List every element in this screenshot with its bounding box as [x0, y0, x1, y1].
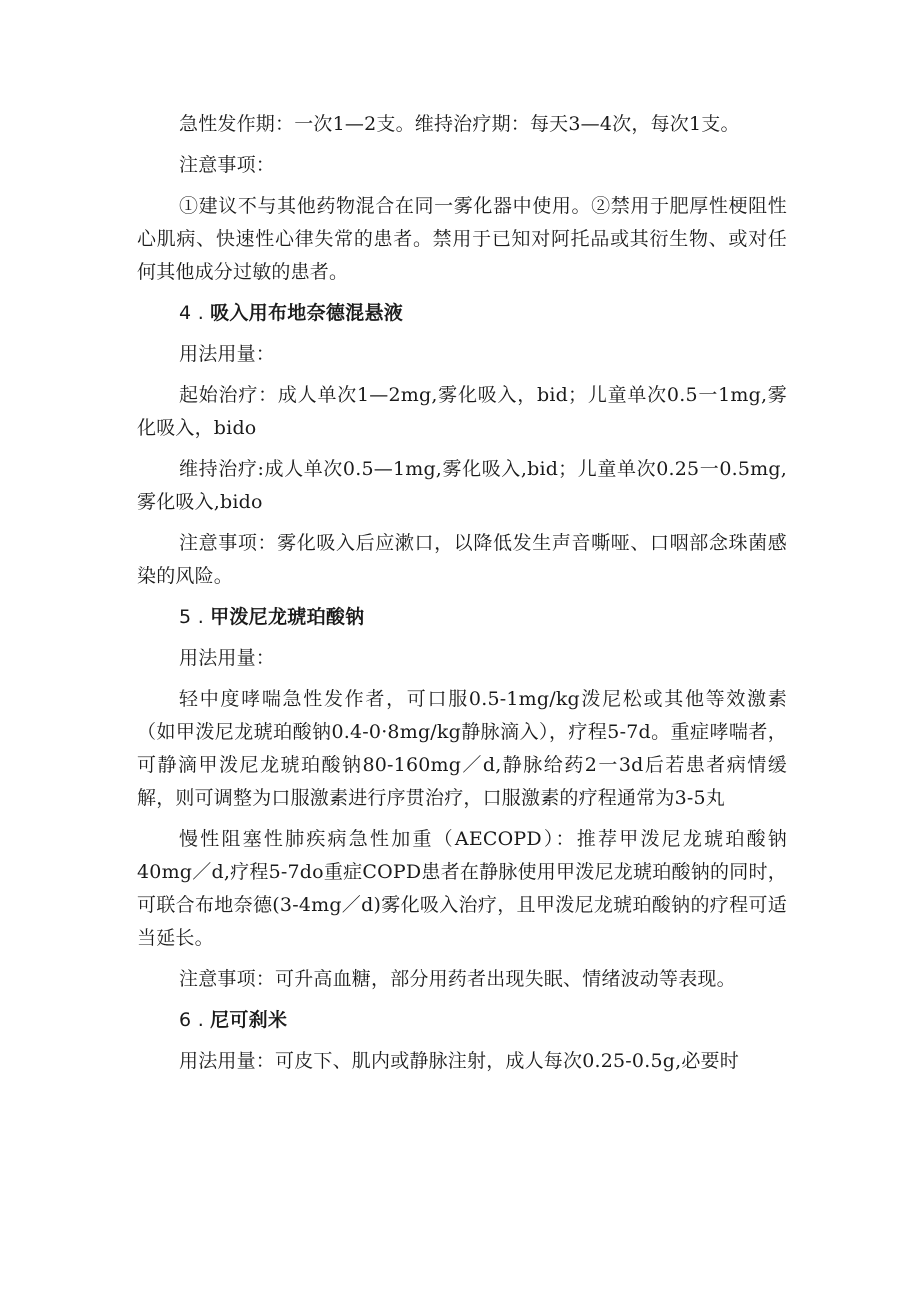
document-body [137, 108, 787, 1086]
section-6-number: 6 . [179, 1009, 205, 1031]
acute-phase-dosage: 急性发作期：一次1—2支。维持治疗期：每天3—4次，每次1支。 [179, 113, 740, 135]
section-4-maintenance-treatment: 维持治疗:成人单次0.5—1mg,雾化吸入,bid；儿童单次0.25一0.5mg,雾化吸入,bido [137, 458, 787, 513]
section-6-usage: 用法用量：可皮下、肌内或静脉注射，成人每次0.25-0.5g,必要时 [179, 1050, 739, 1072]
section-4-notes: 注意事项：雾化吸入后应漱口，以降低发生声音嘶哑、口咽部念珠菌感染的风险。 [137, 532, 787, 587]
section-4-title: 吸入用布地奈德混悬液 [210, 302, 404, 324]
precautions-text: ①建议不与其他药物混合在同一雾化器中使用。②禁用于肥厚性梗阻性心肌病、快速性心律失常的患者。禁用于已知对阿托品或其衍生物、或对任何其他成分过敏的患者。 [137, 195, 787, 283]
section-6-title: 尼可刹米 [210, 1009, 288, 1031]
precautions-label: 注意事项： [179, 154, 276, 176]
section-6-heading [137, 1004, 787, 1037]
section-5-title: 甲泼尼龙琥珀酸钠 [210, 606, 365, 628]
section-4-usage-label: 用法用量： [179, 343, 276, 365]
section-5-copd-dosage: 慢性阻塞性肺疾病急性加重（AECOPD）：推荐甲泼尼龙琥珀酸钠40mg／d,疗程5-7do重症COPD患者在静脉使用甲泼尼龙琥珀酸钠的同时，可联合布地奈德(3-4mg／d)雾化吸入治疗，且甲泼尼龙琥珀酸钠的疗程可适当延长。 [137, 828, 787, 949]
section-5-number: 5 . [179, 606, 205, 628]
section-5-notes: 注意事项：可升高血糖，部分用药者出现失眠、情绪波动等表现。 [179, 968, 736, 990]
section-5-usage-label: 用法用量： [179, 647, 276, 669]
section-4-number: 4 . [179, 302, 205, 324]
section-4-heading [137, 297, 787, 330]
section-5-heading [137, 601, 787, 634]
section-4-initial-treatment: 起始治疗：成人单次1—2mg,雾化吸入，bid；儿童单次0.5一1mg,雾化吸入，bido [137, 384, 787, 439]
section-5-asthma-dosage: 轻中度哮喘急性发作者，可口服0.5-1mg/kg泼尼松或其他等效激素（如甲泼尼龙琥珀酸钠0.4-0·8mg/kg静脉滴入），疗程5-7d。重症哮喘者，可静滴甲泼尼龙琥珀酸钠80-160mg／d,静脉给药2一3d后若患者病情缓解，则可调整为口服激素进行序贯治疗，口服激素的疗程通常为3-5丸 [137, 688, 787, 809]
